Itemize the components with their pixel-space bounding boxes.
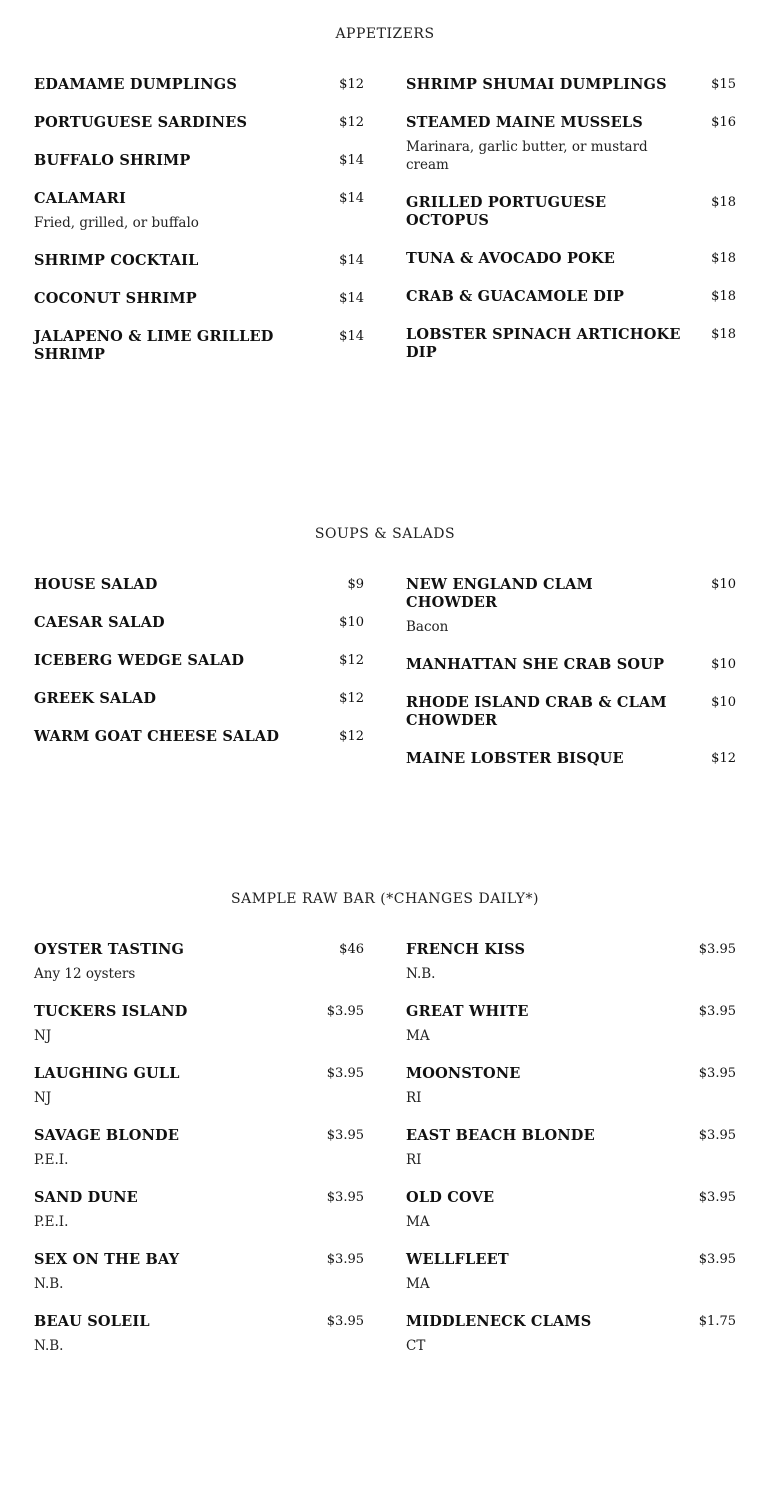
menu-column-left bbox=[34, 576, 364, 788]
menu-item-price: $3.95 bbox=[326, 1190, 364, 1205]
menu-item bbox=[34, 76, 364, 94]
menu-item-name: OLD COVE bbox=[406, 1189, 495, 1206]
menu-item-description: Any 12 oysters bbox=[34, 966, 136, 982]
menu-item-row bbox=[406, 1003, 736, 1021]
menu-item-description: P.E.I. bbox=[34, 1214, 69, 1230]
menu-item-name: SEX ON THE BAY bbox=[34, 1251, 180, 1268]
menu-item bbox=[406, 76, 736, 94]
menu-item-name: GREEK SALAD bbox=[34, 690, 157, 707]
menu-item-row bbox=[34, 1127, 364, 1145]
menu-item-price: $12 bbox=[711, 751, 736, 766]
menu-item-price: $46 bbox=[339, 942, 364, 957]
menu-item-name: SAND DUNE bbox=[34, 1189, 138, 1206]
menu-item-row bbox=[34, 1003, 364, 1021]
menu-item-name: EDAMAME DUMPLINGS bbox=[34, 76, 237, 93]
menu-item-description: MA bbox=[406, 1214, 430, 1230]
menu-item-name: HOUSE SALAD bbox=[34, 576, 158, 593]
menu-item-row bbox=[406, 656, 736, 674]
menu-item bbox=[34, 1003, 364, 1045]
menu-item-price: $3.95 bbox=[326, 1252, 364, 1267]
menu-item bbox=[34, 1189, 364, 1231]
menu-item-row bbox=[34, 1189, 364, 1207]
menu-item-description: CT bbox=[406, 1338, 426, 1354]
menu-item-price: $18 bbox=[711, 289, 736, 304]
menu-item-description: N.B. bbox=[406, 966, 436, 982]
menu-item-description: Fried, grilled, or buffalo bbox=[34, 215, 199, 231]
menu-item bbox=[406, 750, 736, 768]
menu-item-price: $10 bbox=[711, 577, 736, 592]
menu-item-row bbox=[34, 152, 364, 170]
menu-item bbox=[406, 250, 736, 268]
menu-item-price: $3.95 bbox=[698, 1066, 736, 1081]
menu-item-name: STEAMED MAINE MUSSELS bbox=[406, 114, 643, 131]
menu-item-name: OYSTER TASTING bbox=[34, 941, 185, 958]
menu-item-name: LAUGHING GULL bbox=[34, 1065, 180, 1082]
menu-item-name: WELLFLEET bbox=[406, 1251, 509, 1268]
menu-item bbox=[406, 1313, 736, 1355]
menu-columns bbox=[34, 76, 736, 384]
menu-item-name: EAST BEACH BLONDE bbox=[406, 1127, 595, 1144]
menu-item-price: $18 bbox=[711, 327, 736, 342]
menu-item bbox=[34, 1065, 364, 1107]
menu-item-price: $9 bbox=[347, 577, 364, 592]
menu-item-description: Marinara, garlic butter, or mustard cream bbox=[406, 139, 648, 173]
menu-item-description: P.E.I. bbox=[34, 1152, 69, 1168]
menu-item-price: $12 bbox=[339, 729, 364, 744]
menu-item bbox=[34, 690, 364, 708]
menu-item-row bbox=[34, 328, 364, 364]
menu-item-description: N.B. bbox=[34, 1338, 64, 1354]
menu-item-name: MOONSTONE bbox=[406, 1065, 521, 1082]
menu-item bbox=[406, 1065, 736, 1107]
menu-item-name: ICEBERG WEDGE SALAD bbox=[34, 652, 245, 669]
menu-item bbox=[34, 728, 364, 746]
menu-item-price: $12 bbox=[339, 653, 364, 668]
menu-item bbox=[34, 1313, 364, 1355]
menu-item-price: $10 bbox=[339, 615, 364, 630]
menu-item bbox=[34, 652, 364, 670]
menu-item-name: LOBSTER SPINACH ARTICHOKE DIP bbox=[406, 326, 681, 361]
menu-section bbox=[34, 524, 736, 788]
menu-item-row bbox=[406, 1127, 736, 1145]
menu-item-price: $14 bbox=[339, 253, 364, 268]
menu-item-price: $3.95 bbox=[698, 1252, 736, 1267]
menu-item-row bbox=[34, 1313, 364, 1331]
menu-item-price: $3.95 bbox=[326, 1314, 364, 1329]
menu-item bbox=[406, 288, 736, 306]
menu-item-row bbox=[34, 252, 364, 270]
menu-item bbox=[406, 694, 736, 730]
menu-item-name: BUFFALO SHRIMP bbox=[34, 152, 191, 169]
menu-item-row bbox=[406, 76, 736, 94]
menu-item-price: $3.95 bbox=[326, 1066, 364, 1081]
menu-column-left bbox=[34, 941, 364, 1375]
menu-item-row bbox=[34, 76, 364, 94]
menu-item-row bbox=[406, 1189, 736, 1207]
menu-column-right bbox=[406, 76, 736, 384]
menu-columns bbox=[34, 941, 736, 1375]
menu-item-name: SHRIMP SHUMAI DUMPLINGS bbox=[406, 76, 667, 93]
menu-item bbox=[34, 328, 364, 364]
menu-item bbox=[34, 614, 364, 632]
menu-item-description: RI bbox=[406, 1152, 422, 1168]
menu-item-row bbox=[406, 941, 736, 959]
menu-item-name: MIDDLENECK CLAMS bbox=[406, 1313, 592, 1330]
menu-column-right bbox=[406, 941, 736, 1375]
menu-item bbox=[34, 190, 364, 232]
menu-item-price: $14 bbox=[339, 291, 364, 306]
menu-item bbox=[34, 252, 364, 270]
menu-item-name: RHODE ISLAND CRAB & CLAM CHOWDER bbox=[406, 694, 667, 729]
menu-column-left bbox=[34, 76, 364, 384]
menu-item-row bbox=[406, 114, 736, 132]
menu-item bbox=[34, 1251, 364, 1293]
menu-item bbox=[406, 941, 736, 983]
menu-item-price: $3.95 bbox=[698, 1128, 736, 1143]
menu-item-name: SHRIMP COCKTAIL bbox=[34, 252, 199, 269]
menu-item bbox=[406, 656, 736, 674]
menu-item-price: $3.95 bbox=[698, 1190, 736, 1205]
menu-item-name: GRILLED PORTUGUESE OCTOPUS bbox=[406, 194, 607, 229]
menu-item bbox=[406, 576, 736, 636]
menu-item bbox=[406, 1127, 736, 1169]
menu-item-row bbox=[406, 750, 736, 768]
menu-item-name: TUNA & AVOCADO POKE bbox=[406, 250, 615, 267]
section-title: SAMPLE RAW BAR (*CHANGES DAILY*) bbox=[231, 891, 539, 907]
menu-item-row bbox=[406, 250, 736, 268]
menu-item-name: TUCKERS ISLAND bbox=[34, 1003, 188, 1020]
menu-item-price: $14 bbox=[339, 153, 364, 168]
menu-item-description: N.B. bbox=[34, 1276, 64, 1292]
menu-item-name: BEAU SOLEIL bbox=[34, 1313, 150, 1330]
menu-item-row bbox=[34, 1065, 364, 1083]
menu-item-row bbox=[34, 290, 364, 308]
menu-item-row bbox=[406, 194, 736, 230]
menu-item-row bbox=[34, 114, 364, 132]
menu-item bbox=[406, 1189, 736, 1231]
menu-item-name: JALAPENO & LIME GRILLED SHRIMP bbox=[34, 328, 274, 363]
menu-section bbox=[34, 889, 736, 1375]
menu-item-row bbox=[34, 576, 364, 594]
menu-item-row bbox=[34, 690, 364, 708]
menu-item bbox=[34, 290, 364, 308]
menu-item bbox=[34, 576, 364, 594]
menu-item-price: $3.95 bbox=[326, 1004, 364, 1019]
menu-item-description: NJ bbox=[34, 1090, 52, 1106]
menu-item-name: WARM GOAT CHEESE SALAD bbox=[34, 728, 280, 745]
menu-item bbox=[34, 1127, 364, 1169]
menu-item-row bbox=[406, 694, 736, 730]
menu-item-price: $12 bbox=[339, 115, 364, 130]
menu-item-name: CALAMARI bbox=[34, 190, 126, 207]
menu-item-price: $12 bbox=[339, 691, 364, 706]
menu-item-name: MANHATTAN SHE CRAB SOUP bbox=[406, 656, 665, 673]
menu-item-price: $12 bbox=[339, 77, 364, 92]
menu-item-description: RI bbox=[406, 1090, 422, 1106]
menu-column-right bbox=[406, 576, 736, 788]
menu-item bbox=[406, 326, 736, 362]
menu-item-row bbox=[34, 1251, 364, 1269]
menu-item-price: $3.95 bbox=[698, 942, 736, 957]
menu-item-name: MAINE LOBSTER BISQUE bbox=[406, 750, 624, 767]
menu-item-row bbox=[406, 1065, 736, 1083]
menu-item-description: MA bbox=[406, 1028, 430, 1044]
menu-item-price: $3.95 bbox=[698, 1004, 736, 1019]
menu-item-description: NJ bbox=[34, 1028, 52, 1044]
menu-item-name: CAESAR SALAD bbox=[34, 614, 165, 631]
menu-item-description: Bacon bbox=[406, 619, 449, 635]
menu-item-price: $10 bbox=[711, 695, 736, 710]
menu-item-row bbox=[406, 1251, 736, 1269]
menu-item bbox=[406, 114, 736, 174]
menu-item-description: MA bbox=[406, 1276, 430, 1292]
menu-item-row bbox=[34, 614, 364, 632]
menu-item-row bbox=[406, 576, 736, 612]
menu-item-row bbox=[406, 1313, 736, 1331]
menu-item-name: SAVAGE BLONDE bbox=[34, 1127, 180, 1144]
menu-item-price: $18 bbox=[711, 251, 736, 266]
menu-item bbox=[406, 1003, 736, 1045]
menu-item-price: $14 bbox=[339, 329, 364, 344]
menu-item-name: GREAT WHITE bbox=[406, 1003, 529, 1020]
menu-item-price: $15 bbox=[711, 77, 736, 92]
menu-item bbox=[34, 941, 364, 983]
menu-item-name: FRENCH KISS bbox=[406, 941, 526, 958]
menu-item-row bbox=[34, 728, 364, 746]
menu-item bbox=[34, 114, 364, 132]
menu-item-price: $16 bbox=[711, 115, 736, 130]
menu-item-name: COCONUT SHRIMP bbox=[34, 290, 197, 307]
menu-item-price: $18 bbox=[711, 195, 736, 210]
menu-section bbox=[34, 24, 736, 384]
menu-item-price: $1.75 bbox=[698, 1314, 736, 1329]
menu-item-price: $10 bbox=[711, 657, 736, 672]
menu-item-name: NEW ENGLAND CLAM CHOWDER bbox=[406, 576, 593, 611]
menu-item-name: PORTUGUESE SARDINES bbox=[34, 114, 248, 131]
menu-item-row bbox=[34, 190, 364, 208]
menu-item-price: $3.95 bbox=[326, 1128, 364, 1143]
menu-item bbox=[406, 194, 736, 230]
menu-item-row bbox=[406, 288, 736, 306]
section-title: APPETIZERS bbox=[335, 26, 435, 42]
menu-columns bbox=[34, 576, 736, 788]
menu-item-row bbox=[34, 941, 364, 959]
section-title: SOUPS & SALADS bbox=[314, 526, 456, 542]
menu-item-price: $14 bbox=[339, 191, 364, 206]
menu-item-name: CRAB & GUACAMOLE DIP bbox=[406, 288, 625, 305]
menu-item-row bbox=[34, 652, 364, 670]
menu-item bbox=[406, 1251, 736, 1293]
menu-item-row bbox=[406, 326, 736, 362]
menu-item bbox=[34, 152, 364, 170]
